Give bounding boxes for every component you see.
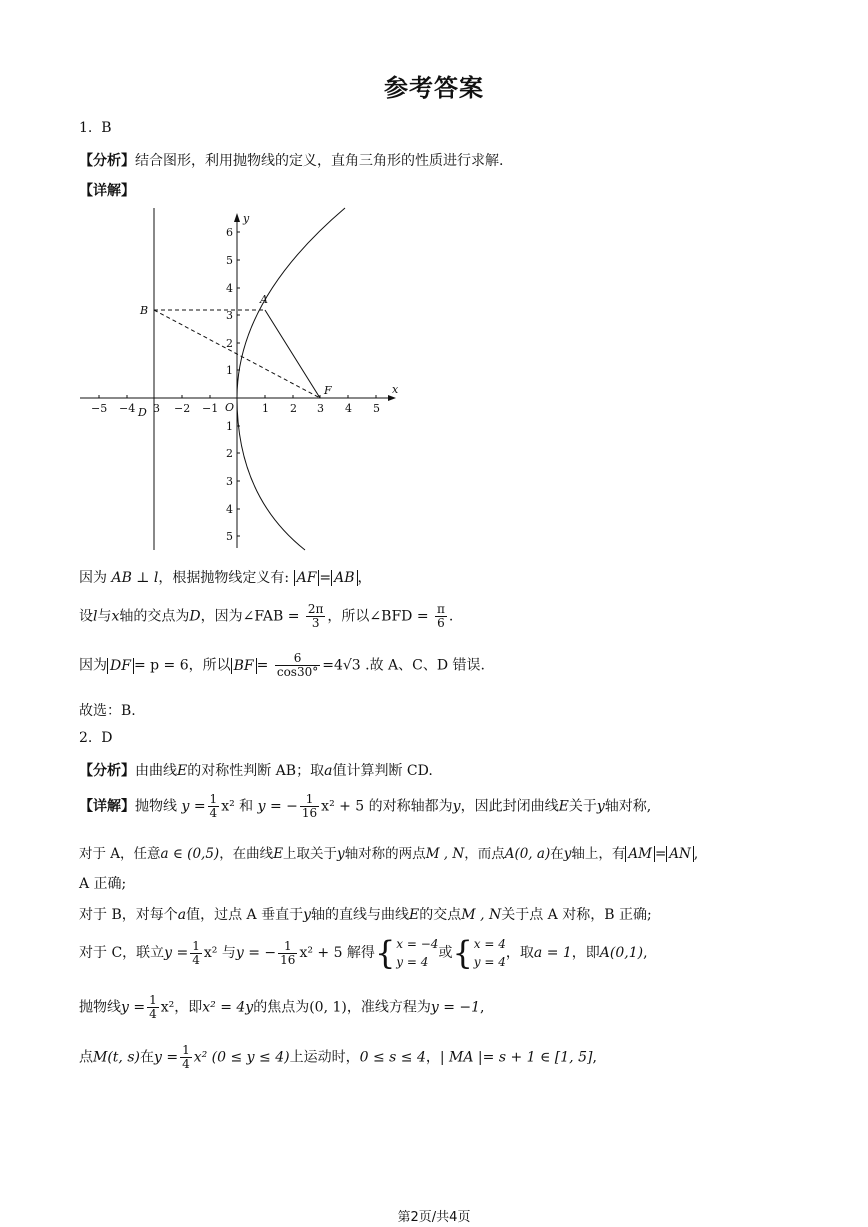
q1-line2-l: l — [93, 608, 98, 625]
y-tick-label: 3 — [226, 309, 233, 322]
fraction — [306, 603, 326, 630]
fraction-den: 16 — [280, 952, 296, 967]
left-brace: { — [374, 934, 396, 972]
q2-d5-i: ，即 — [571, 945, 600, 961]
q1-analysis-tag: 【分析】 — [79, 153, 135, 169]
q1-line1-eq: = — [319, 570, 332, 586]
x-tick-label: 4 — [345, 402, 352, 415]
fraction-num: 1 — [192, 938, 200, 953]
q2-detail-4 — [79, 904, 652, 924]
q2-d2-i: ，而点 — [464, 846, 505, 862]
q2-d1-k: 轴对称, — [604, 798, 652, 815]
q2-d7-a: 点 — [79, 1049, 93, 1066]
q2-header — [79, 730, 113, 746]
label-d: D — [138, 406, 147, 419]
q1-line1-c: ，根据抛物线定义有: — [158, 570, 290, 586]
q2-detail-2 — [79, 842, 698, 862]
y-tick-label: 6 — [226, 226, 233, 239]
q1-line2-a: 设 — [79, 608, 93, 625]
q2-detail-6 — [79, 994, 485, 1021]
q2-d7-j: , — [592, 1049, 597, 1066]
system-row: x = 4 — [473, 937, 506, 951]
y-tick-label: 2 — [226, 337, 233, 350]
q2-d6-b: y = — [121, 999, 146, 1016]
q2-d2-am: AM — [625, 846, 655, 862]
q2-d2-eq: = — [654, 846, 667, 862]
q1-line2-g: ，因为∠FAB = — [200, 608, 300, 625]
q1-detail-tag — [79, 180, 135, 200]
q2-d5-f: 或 — [438, 945, 453, 961]
fraction-den: cos30° — [276, 665, 319, 679]
fraction-num: π — [437, 602, 445, 616]
q2-d1-i: 关于 — [568, 798, 597, 815]
q1-line1-af: AF — [294, 570, 320, 586]
q1-line3-bf: BF — [231, 658, 257, 674]
y-tick-label: 4 — [226, 282, 233, 295]
fraction — [435, 603, 447, 630]
y-tick-label: 3 — [226, 475, 233, 488]
q2-d1-d: y = − — [257, 798, 298, 815]
q2-d4-i: 关于点 A 对称，B 正确; — [501, 907, 652, 923]
q1-line3-df: DF — [107, 658, 134, 674]
q2-d2-m: 轴上，有 — [571, 846, 626, 862]
y-tick-label: 5 — [226, 530, 233, 543]
q2-d5-e: x² + 5 解得 — [299, 945, 375, 961]
q2-d2-k: 在 — [550, 846, 564, 862]
q2-d1-f: y — [452, 798, 461, 815]
q2-d1-j: y — [596, 798, 605, 815]
q2-d2-an: AN — [666, 846, 694, 862]
y-tick-label: 5 — [226, 254, 233, 267]
q2-d4-e: 轴的直线与曲线 — [311, 907, 410, 923]
q2-analysis-avar: a — [324, 763, 333, 779]
label-x: x — [392, 383, 399, 396]
system-row: y = 4 — [473, 955, 506, 969]
fraction-num: 1 — [182, 1043, 190, 1057]
fraction-num: 2π — [307, 602, 324, 616]
q2-answer: D — [101, 730, 113, 746]
q2-d4-d: y — [303, 907, 312, 923]
q2-d7-c: 在 — [139, 1049, 154, 1066]
system-row: x = −4 — [396, 937, 439, 951]
fraction-num: 1 — [278, 940, 297, 954]
q2-analysis — [79, 760, 433, 780]
q2-d1-b: y = — [181, 798, 206, 815]
q1-choose: 故选：B. — [79, 703, 136, 719]
q2-detail-tag: 【详解】 — [79, 798, 135, 815]
q1-line1 — [79, 567, 372, 587]
x-tick-label: −1 — [202, 402, 219, 415]
q2-d2-h: M , N — [425, 846, 465, 862]
q2-d2-j: A(0, a) — [504, 846, 551, 862]
q2-d2-b: a ∈ (0,5) — [160, 846, 220, 862]
q1-line1-g: ， — [357, 570, 372, 586]
q1-line1-a: 因为 — [79, 570, 107, 586]
q2-detail-1 — [79, 793, 651, 820]
label-a: A — [260, 293, 268, 306]
fraction — [190, 940, 202, 967]
fraction — [180, 1044, 192, 1071]
label-y: y — [243, 212, 250, 225]
q2-analysis-e: E — [177, 763, 188, 779]
q2-d6-g: , — [480, 999, 485, 1016]
q2-analysis-tag: 【分析】 — [79, 763, 135, 779]
q1-line3-a: 因为 — [79, 657, 107, 674]
fraction-den: 3 — [311, 616, 320, 630]
q1-detail-tag-text: 【详解】 — [79, 183, 135, 199]
q1-figure — [75, 205, 405, 555]
q1-line2-x: x — [111, 608, 120, 625]
equation-system — [396, 935, 438, 971]
parabola-curve — [237, 208, 345, 550]
segment-af — [265, 310, 320, 398]
q2-d2-a: 对于 A，任意 — [79, 846, 161, 862]
q1-line2 — [79, 603, 453, 630]
q2-d4-a: 对于 B，对每个 — [79, 907, 178, 923]
q1-line1-b: AB ⊥ l — [111, 570, 159, 586]
fraction-num: 6 — [275, 652, 320, 666]
page-title: 参考答案 — [384, 74, 484, 102]
q1-line1-ab: AB — [331, 570, 357, 586]
fraction-den: 16 — [301, 806, 318, 820]
y-tick-label: 1 — [226, 364, 233, 377]
q2-number: 2. — [79, 730, 93, 746]
x-tick-label-minus3: 3 — [153, 402, 160, 415]
q2-d5-b: y = — [164, 945, 189, 961]
q2-analysis-c: 值计算判断 CD. — [332, 763, 433, 779]
q2-detail-7 — [79, 1044, 597, 1071]
q1-line3 — [79, 652, 485, 679]
label-o: O — [225, 401, 235, 414]
x-tick-label: 1 — [262, 402, 269, 415]
q1-answer: B — [101, 120, 112, 136]
q2-d2-c: ，在曲线 — [219, 846, 274, 862]
q1-line2-d: D — [189, 608, 201, 625]
q2-d4-f: E — [409, 907, 420, 923]
q2-d5-g: ，取 — [505, 945, 534, 961]
q1-line3-g: =4√3 .故 A、C、D 错误. — [322, 657, 485, 674]
q2-d2-q: , — [693, 846, 699, 862]
q2-d4-b: a — [177, 907, 187, 923]
q2-d7-b: M(t, s) — [93, 1049, 140, 1066]
x-tick-label: 3 — [317, 402, 324, 415]
q2-d6-f: y = −1 — [430, 999, 481, 1016]
q2-d5-d: y = − — [235, 945, 277, 961]
q2-d6-a: 抛物线 — [79, 999, 121, 1016]
page-footer: 第2页/共4页 — [397, 1210, 471, 1225]
fraction — [300, 793, 319, 820]
q2-detail-3: A 正确; — [79, 876, 127, 892]
x-tick-label: −2 — [174, 402, 191, 415]
q2-d5-k: , — [643, 945, 648, 961]
q1-number: 1. — [79, 120, 93, 136]
q2-d7-d: y = — [153, 1049, 179, 1066]
q2-d5-c: x² 与 — [203, 945, 236, 961]
fraction-den: 4 — [182, 1057, 190, 1071]
q2-d6-d: x² = 4y — [202, 999, 254, 1016]
q2-d7-g: 0 ≤ s ≤ 4 — [359, 1049, 426, 1066]
q2-d1-c: x² 和 — [221, 798, 254, 815]
q1-line3-c: = p = 6，所以 — [133, 657, 231, 674]
fraction-den: 6 — [437, 616, 445, 630]
q2-d7-f: 上运动时， — [289, 1049, 360, 1066]
q2-d1-a: 抛物线 — [135, 798, 177, 815]
q2-d5-j: A(0,1) — [599, 945, 644, 961]
fraction — [208, 793, 220, 820]
y-tick-label: 1 — [226, 420, 233, 433]
system-row: y = 4 — [396, 955, 429, 969]
q1-header — [79, 120, 112, 136]
fraction-den: 4 — [149, 1007, 157, 1021]
x-tick-label: −4 — [119, 402, 136, 415]
q2-d2-l: y — [563, 846, 572, 862]
q2-d5-h: a = 1 — [533, 945, 572, 961]
x-tick-label: 2 — [290, 402, 297, 415]
q2-d6-e: 的焦点为(0, 1)，准线方程为 — [253, 999, 431, 1016]
q2-d2-e: 上取关于 — [283, 846, 338, 862]
fraction — [275, 652, 320, 679]
q1-line2-i: ，所以∠BFD = — [327, 608, 429, 625]
q2-d1-h: E — [558, 798, 569, 815]
label-b: B — [140, 304, 149, 317]
q2-d4-c: 值，过点 A 垂直于 — [186, 907, 304, 923]
q2-detail-5 — [79, 935, 648, 971]
fraction-den: 4 — [192, 952, 200, 967]
q2-d2-d: E — [273, 846, 284, 862]
fraction-num: 1 — [209, 792, 218, 806]
y-tick-label: 4 — [226, 503, 233, 516]
q2-d4-h: M , N — [461, 907, 502, 923]
q2-d5-a: 对于 C，联立 — [79, 945, 165, 961]
y-axis-arrow — [234, 213, 240, 222]
q2-d6-c: x²，即 — [160, 999, 203, 1016]
q1-line3-e: = — [256, 657, 269, 674]
left-brace: { — [452, 934, 473, 972]
q1-analysis — [79, 150, 503, 170]
x-tick-label: −5 — [91, 402, 108, 415]
q2-analysis-a: 由曲线 — [135, 763, 177, 779]
y-tick-label: 2 — [226, 447, 233, 460]
fraction-den: 4 — [209, 806, 218, 820]
fraction — [147, 994, 159, 1021]
label-f: F — [324, 384, 332, 397]
equation-system — [474, 935, 506, 971]
q2-d1-e: x² + 5 的对称轴都为 — [321, 798, 453, 815]
q1-line2-c: 与 — [97, 608, 112, 625]
q2-d1-g: ，因此封闭曲线 — [460, 798, 559, 815]
q1-line2-k: . — [448, 608, 454, 625]
q1-analysis-text: 结合图形，利用抛物线的定义，直角三角形的性质进行求解. — [135, 153, 504, 169]
fraction-num: 1 — [300, 793, 319, 807]
q2-analysis-b: 的对称性判断 AB；取 — [187, 763, 325, 779]
x-tick-label: 5 — [373, 402, 380, 415]
q2-d7-e: x² (0 ≤ y ≤ 4) — [193, 1049, 290, 1066]
q2-d7-i: | MA |= s + 1 ∈ [1, 5] — [439, 1049, 593, 1066]
q2-d2-f: y — [337, 846, 345, 862]
q2-d4-g: 的交点 — [419, 907, 462, 923]
q2-d7-h: ， — [425, 1049, 440, 1066]
q1-line2-e: 轴的交点为 — [119, 608, 190, 625]
q2-d2-g: 轴对称的两点 — [344, 846, 426, 862]
fraction-num: 1 — [149, 993, 157, 1007]
fraction — [278, 940, 297, 967]
